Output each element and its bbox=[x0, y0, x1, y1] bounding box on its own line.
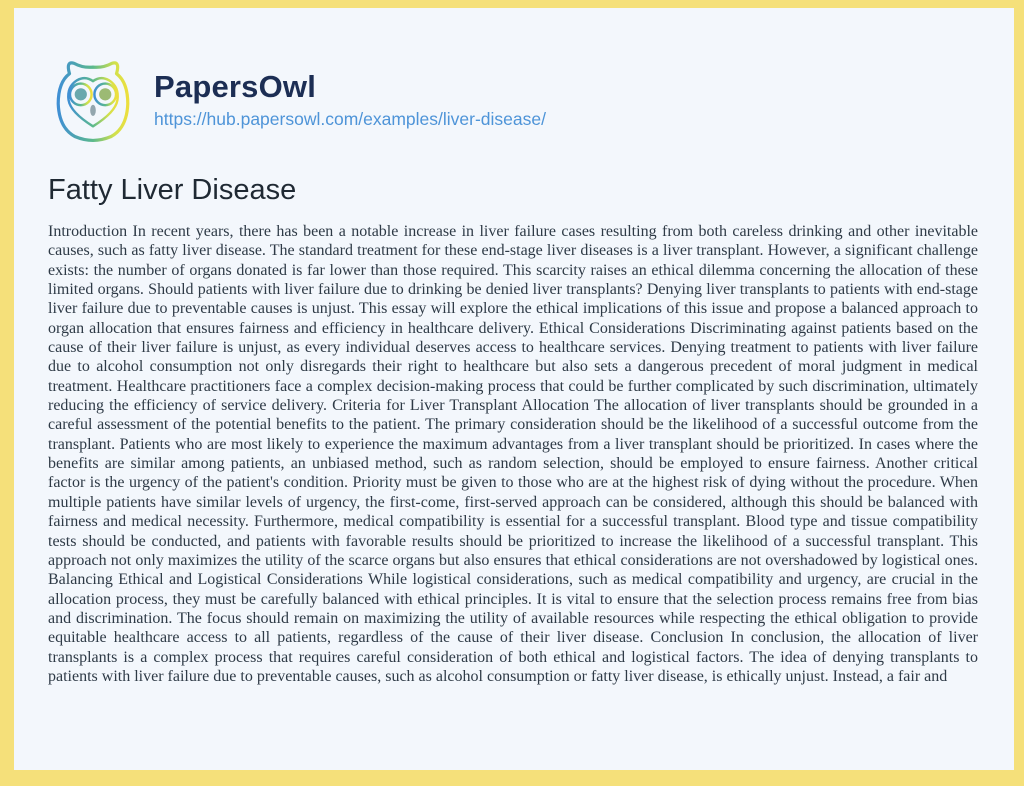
document-page bbox=[14, 8, 1014, 770]
brand-title: PapersOwl bbox=[154, 68, 317, 104]
header-text bbox=[154, 70, 546, 130]
owl-icon bbox=[46, 52, 140, 148]
papersowl-logo bbox=[46, 52, 140, 148]
essay-body-text: Introduction In recent years, there has been a notable increase in liver failure cases resulting from both careless drinking and other inevitable causes, such as fatty liver disease. The standard treatment for these end-stage liver diseases is a liver transplant. However, a significant challenge exists: the number of organs donated is far lower than those required. This scarcity raises an ethical dilemma concerning the allocation of these limited organs. Should patients with liver failure due to drinking be denied liver transplants? Denying liver transplants to patients with end-stage liver failure due to preventable causes is unjust. This essay will explore the ethical implications of this issue and propose a balanced approach to organ allocation that ensures fairness and efficiency in healthcare delivery. Ethical Considerations Discriminating against patients based on the cause of their liver failure is unjust, as every individual deserves access to healthcare services. Denying treatment to patients with liver failure due to alcohol consumption not only disregards their right to healthcare but also sets a dangerous precedent of moral judgment in medical treatment. Healthcare practitioners face a complex decision-making process that could be further complicated by such discrimination, ultimately reducing the efficiency of service delivery. Criteria for Liver Transplant Allocation The allocation of liver transplants should be grounded in a careful assessment of the potential benefits to the patient. The primary consideration should be the likelihood of a successful outcome from the transplant. Patients who are most likely to experience the maximum advantages from a liver transplant should be prioritized. In cases where the benefits are similar among patients, an unbiased method, such as random selection, should be employed to ensure fairness. Another critical factor is the urgency of the patient's condition. Priority must be given to those who are at the highest risk of dying without the procedure. When multiple patients have similar levels of urgency, the first-come, first-served approach can be considered, although this should be balanced with fairness and medical necessity. Furthermore, medical compatibility is essential for a successful transplant. Blood type and tissue compatibility tests should be conducted, and patients with favorable results should be prioritized to increase the likelihood of a successful transplant. This approach not only maximizes the utility of the scarce organs but also ensures that ethical considerations are not overshadowed by logistical ones. Balancing Ethical and Logistical Considerations While logistical considerations, such as medical compatibility and urgency, are crucial in the allocation process, they must be carefully balanced with ethical principles. It is vital to ensure that the selection process remains free from bias and discrimination. The focus should remain on maximizing the utility of available resources while respecting the ethical obligation to provide equitable healthcare access to all patients, regardless of the cause of their liver disease. Conclusion In conclusion, the allocation of liver transplants is a complex process that requires careful consideration of both ethical and logistical factors. The idea of denying transplants to patients with liver failure due to preventable causes, such as alcohol consumption or fatty liver disease, is ethically unjust. Instead, a fair and bbox=[48, 223, 978, 685]
page-title: Fatty Liver Disease bbox=[48, 174, 297, 206]
source-url-link[interactable]: https://hub.papersowl.com/examples/liver-disease/ bbox=[154, 109, 546, 130]
site-header bbox=[14, 8, 1014, 148]
article bbox=[14, 174, 1014, 686]
